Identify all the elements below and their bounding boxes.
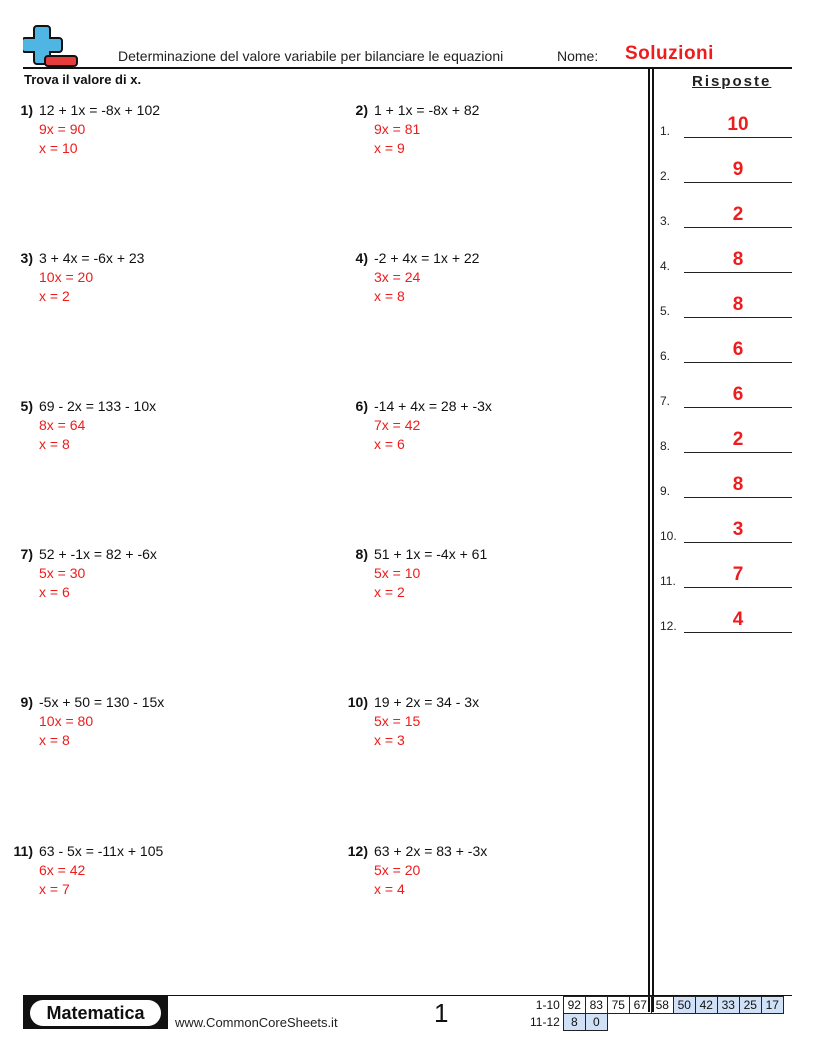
problem-number: 7) — [20, 546, 33, 562]
answer-value: 9 — [732, 159, 744, 180]
problem-solution: x = 7 — [39, 881, 70, 897]
answer-number: 10. — [660, 529, 677, 543]
score-cell: 25 — [739, 997, 761, 1014]
answer-line — [684, 227, 792, 228]
answer-number: 5. — [660, 304, 671, 318]
answer-number: 8. — [660, 439, 671, 453]
problem-solution: x = 4 — [374, 881, 405, 897]
answer-value: 4 — [732, 609, 744, 630]
problem-solution: x = 2 — [39, 288, 70, 304]
problem-equation: 3 + 4x = -6x + 23 — [39, 250, 145, 266]
problem-step: 10x = 20 — [39, 269, 94, 285]
problem-equation: 63 + 2x = 83 + -3x — [374, 843, 488, 859]
answer-value: 8 — [732, 294, 744, 315]
problem-number: 9) — [20, 694, 33, 710]
score-cell: 33 — [717, 997, 739, 1014]
score-cell: 67 — [629, 997, 651, 1014]
answer-value: 6 — [732, 384, 744, 405]
score-cell: 42 — [695, 997, 717, 1014]
problem-number: 4) — [355, 250, 368, 266]
name-label: Nome: — [557, 48, 599, 64]
problem-equation: 19 + 2x = 34 - 3x — [374, 694, 480, 710]
answer-11 — [660, 560, 792, 590]
answer-number: 4. — [660, 259, 671, 273]
answer-line — [684, 272, 792, 273]
problem-equation: 69 - 2x = 133 - 10x — [39, 398, 157, 414]
answer-value: 3 — [732, 519, 744, 540]
answer-line — [684, 407, 792, 408]
answer-number: 9. — [660, 484, 671, 498]
answer-line — [684, 137, 792, 138]
problem-solution: x = 8 — [39, 436, 70, 452]
score-row-label: 1-10 — [535, 998, 560, 1012]
problem-equation: 12 + 1x = -8x + 102 — [39, 102, 161, 118]
answer-2 — [660, 155, 792, 185]
answer-4 — [660, 245, 792, 275]
problem-step: 8x = 64 — [39, 417, 86, 433]
answer-line — [684, 587, 792, 588]
answer-value: 10 — [727, 114, 749, 135]
problem-equation: -2 + 4x = 1x + 22 — [374, 250, 480, 266]
score-row-11-12 — [527, 1014, 783, 1031]
problem-step: 3x = 24 — [374, 269, 421, 285]
problem-step: 5x = 10 — [374, 565, 421, 581]
problem-solution: x = 10 — [39, 140, 78, 156]
answer-line — [684, 362, 792, 363]
problem-step: 6x = 42 — [39, 862, 86, 878]
answer-value: 8 — [732, 474, 744, 495]
problem-solution: x = 8 — [39, 732, 70, 748]
problem-step: 5x = 20 — [374, 862, 421, 878]
answer-7 — [660, 380, 792, 410]
problem-number: 1) — [20, 102, 33, 118]
score-cell: 92 — [563, 997, 585, 1014]
answer-line — [684, 452, 792, 453]
answer-value: 7 — [732, 564, 744, 585]
score-cell: 83 — [585, 997, 607, 1014]
problem-solution: x = 8 — [374, 288, 405, 304]
answer-line — [684, 317, 792, 318]
problem-step: 9x = 81 — [374, 121, 421, 137]
problem-equation: 1 + 1x = -8x + 82 — [374, 102, 480, 118]
name-value: Soluzioni — [625, 43, 714, 64]
worksheet-title: Determinazione del valore variabile per bilanciare le equazioni — [118, 48, 504, 64]
answer-number: 6. — [660, 349, 671, 363]
plus-minus-logo-icon — [23, 24, 79, 68]
answer-value: 2 — [732, 204, 744, 225]
problem-number: 10) — [347, 694, 368, 710]
problem-number: 12) — [347, 843, 368, 859]
answer-1 — [660, 110, 792, 140]
answer-number: 11. — [660, 574, 676, 588]
problem-solution: x = 9 — [374, 140, 405, 156]
header-divider — [23, 67, 792, 69]
problem-step: 5x = 30 — [39, 565, 86, 581]
score-row-1-10 — [527, 997, 783, 1014]
answer-line — [684, 542, 792, 543]
problem-equation: -5x + 50 = 130 - 15x — [39, 694, 165, 710]
site-url: www.CommonCoreSheets.it — [175, 1015, 338, 1030]
problem-equation: -14 + 4x = 28 + -3x — [374, 398, 492, 414]
column-divider — [652, 69, 654, 1012]
answer-3 — [660, 200, 792, 230]
answer-line — [684, 497, 792, 498]
problem-solution: x = 3 — [374, 732, 405, 748]
problem-number: 11) — [13, 843, 33, 859]
score-row-label: 11-12 — [530, 1015, 560, 1029]
answer-9 — [660, 470, 792, 500]
answer-10 — [660, 515, 792, 545]
problem-equation: 51 + 1x = -4x + 61 — [374, 546, 488, 562]
answer-number: 3. — [660, 214, 671, 228]
column-divider — [648, 69, 650, 1012]
problem-solution: x = 6 — [39, 584, 70, 600]
answer-6 — [660, 335, 792, 365]
score-cell: 8 — [563, 1014, 585, 1031]
answer-line — [684, 182, 792, 183]
answer-number: 12. — [660, 619, 677, 633]
answer-12 — [660, 605, 792, 635]
answer-number: 7. — [660, 394, 671, 408]
problem-step: 10x = 80 — [39, 713, 94, 729]
problem-solution: x = 2 — [374, 584, 405, 600]
problem-equation: 63 - 5x = -11x + 105 — [39, 843, 164, 859]
answer-number: 1. — [660, 124, 671, 138]
problem-equation: 52 + -1x = 82 + -6x — [39, 546, 157, 562]
score-cell: 75 — [607, 997, 629, 1014]
score-cell: 58 — [651, 997, 673, 1014]
problem-number: 3) — [20, 250, 33, 266]
problem-step: 5x = 15 — [374, 713, 421, 729]
score-cell: 50 — [673, 997, 695, 1014]
answer-value: 2 — [732, 429, 744, 450]
score-cell: 17 — [761, 997, 783, 1014]
answers-title: Risposte — [692, 73, 772, 90]
answer-5 — [660, 290, 792, 320]
problem-number: 2) — [355, 102, 368, 118]
problem-number: 5) — [20, 398, 33, 414]
answer-8 — [660, 425, 792, 455]
answer-value: 8 — [732, 249, 744, 270]
answer-line — [684, 632, 792, 633]
instructions: Trova il valore di x. — [24, 72, 142, 87]
problem-solution: x = 6 — [374, 436, 405, 452]
brand-label: Matematica — [30, 1000, 161, 1026]
problem-number: 6) — [355, 398, 368, 414]
problem-step: 9x = 90 — [39, 121, 86, 137]
score-cell: 0 — [585, 1014, 607, 1031]
score-table — [527, 996, 784, 1031]
problem-number: 8) — [355, 546, 368, 562]
answer-number: 2. — [660, 169, 671, 183]
page-number: 1 — [434, 998, 449, 1028]
problem-step: 7x = 42 — [374, 417, 421, 433]
answer-value: 6 — [732, 339, 744, 360]
